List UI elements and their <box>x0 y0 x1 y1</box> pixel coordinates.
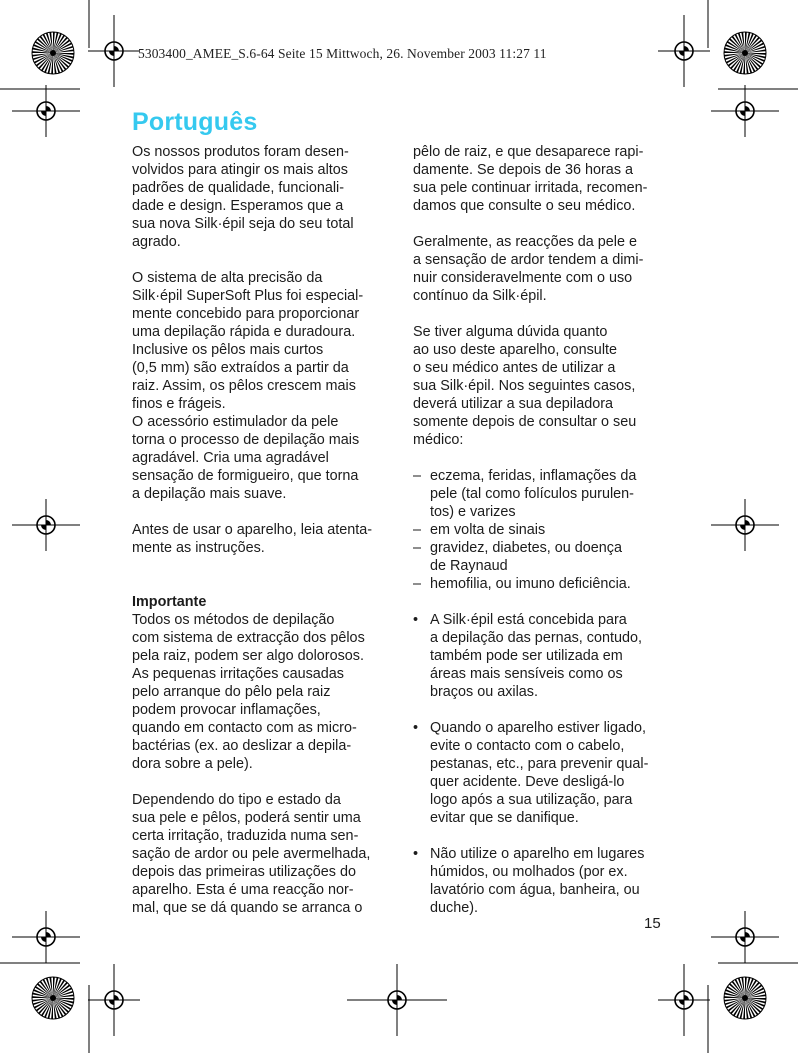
registration-quadrant <box>679 995 689 1005</box>
text-line: (0,5 mm) são extraídos a partir da <box>132 360 349 376</box>
continuation-paragraph <box>413 143 665 215</box>
print-slug-line: 5303400_AMEE_S.6-64 Seite 15 Mittwoch, 26. November 2003 11:27 11 <box>138 46 547 61</box>
text-line: finos e frágeis. <box>132 396 226 412</box>
registration-quadrant <box>41 106 51 116</box>
text-line: torna o processo de depilação mais <box>132 432 360 448</box>
text-line: com sistema de extracção dos pêlos <box>132 630 365 646</box>
text-line: a depilação das pernas, contudo, <box>430 630 643 646</box>
conditions-list <box>413 467 665 593</box>
registration-quadrant <box>109 995 119 1005</box>
text-line: damente. Se depois de 36 horas a <box>413 162 634 178</box>
intro-paragraph <box>132 143 384 251</box>
text-line: agrado. <box>132 234 181 250</box>
list-item <box>413 467 665 521</box>
registration-quadrant <box>392 995 402 1005</box>
text-line: As pequenas irritações causadas <box>132 666 344 682</box>
text-line: pelo arranque do pêlo pela raiz <box>132 684 331 700</box>
dash-marker: – <box>413 522 422 538</box>
safety-bullet-list <box>413 611 665 917</box>
list-item <box>413 611 665 701</box>
text-line: ao uso deste aparelho, consulte <box>413 342 618 358</box>
doubt-paragraph <box>413 323 665 449</box>
text-line: a sensação de ardor tendem a dimi- <box>413 252 644 268</box>
text-line: agradável. Cria uma agradável <box>132 450 329 466</box>
text-line: certa irritação, traduzida numa sen- <box>132 828 359 844</box>
text-line: lavatório com água, banheira, ou <box>430 882 640 898</box>
text-line: mente concebido para proporcionar <box>132 306 360 322</box>
skin-paragraph <box>132 791 384 917</box>
system-paragraph <box>132 269 384 503</box>
star-target-center <box>50 50 56 56</box>
text-line: pestanas, etc., para prevenir qual- <box>430 756 649 772</box>
registration-quadrant <box>109 46 119 56</box>
text-line: damos que consulte o seu médico. <box>413 198 636 214</box>
text-line: Não utilize o aparelho em lugares <box>430 846 645 862</box>
text-line: húmidos, ou molhados (por ex. <box>430 864 628 880</box>
bullet-marker: • <box>413 720 419 736</box>
list-item <box>413 575 665 593</box>
text-line: tos) e varizes <box>430 504 516 520</box>
text-line: Geralmente, as reacções da pele e <box>413 234 637 250</box>
text-line: a depilação mais suave. <box>132 486 287 502</box>
text-line: gravidez, diabetes, ou doença <box>430 540 623 556</box>
text-line: contínuo da Silk·épil. <box>413 288 547 304</box>
text-line: quando em contacto com as micro- <box>132 720 357 736</box>
list-item <box>413 539 665 575</box>
text-line: sação de ardor ou pele avermelhada, <box>132 846 371 862</box>
text-line: O sistema de alta precisão da <box>132 270 323 286</box>
text-line: eczema, feridas, inflamações da <box>430 468 637 484</box>
registration-quadrant <box>679 46 689 56</box>
text-line: deverá utilizar a sua depiladora <box>413 396 613 412</box>
text-line: evite o contacto com o cabelo, <box>430 738 625 754</box>
text-line: mente as instruções. <box>132 540 265 556</box>
text-line: raiz. Assim, os pêlos crescem mais <box>132 378 356 394</box>
list-item <box>413 845 665 917</box>
text-line: Antes de usar o aparelho, leia atenta- <box>132 522 373 538</box>
page-title: Português <box>132 108 258 136</box>
text-line: bactérias (ex. ao deslizar a depila- <box>132 738 352 754</box>
registration-quadrant <box>740 106 750 116</box>
registration-quadrant <box>740 932 750 942</box>
important-heading: Importante <box>132 594 207 610</box>
dash-marker: – <box>413 576 422 592</box>
text-line: Quando o aparelho estiver ligado, <box>430 720 647 736</box>
left-column <box>132 143 384 917</box>
text-line: A Silk·épil está concebida para <box>430 612 627 628</box>
text-line: sua pele e pêlos, poderá sentir uma <box>132 810 361 826</box>
text-line: depois das primeiras utilizações do <box>132 864 356 880</box>
text-line: Todos os métodos de depilação <box>132 612 335 628</box>
text-line: também pode ser utilizada em <box>430 648 623 664</box>
text-line: hemofilia, ou imuno deficiência. <box>430 576 631 592</box>
text-line: aparelho. Esta é uma reacção nor- <box>132 882 354 898</box>
registration-quadrant <box>41 520 51 530</box>
text-line: pele (tal como folículos purulen- <box>430 486 634 502</box>
text-line: braços ou axilas. <box>430 684 538 700</box>
text-line: padrões de qualidade, funcionali- <box>132 180 345 196</box>
text-line: em volta de sinais <box>430 522 546 538</box>
text-line: nuir consideravelmente com o uso <box>413 270 633 286</box>
dash-marker: – <box>413 468 422 484</box>
text-line: Se tiver alguma dúvida quanto <box>413 324 608 340</box>
text-line: pela raiz, podem ser algo dolorosos. <box>132 648 364 664</box>
text-line: mal, que se dá quando se arranca o <box>132 900 363 916</box>
text-line: evitar que se danifique. <box>430 810 579 826</box>
right-column <box>413 143 665 935</box>
text-line: o seu médico antes de utilizar a <box>413 360 616 376</box>
bullet-marker: • <box>413 612 419 628</box>
page-number: 15 <box>644 915 661 932</box>
text-line: dade e design. Esperamos que a <box>132 198 344 214</box>
bullet-marker: • <box>413 846 419 862</box>
star-target-center <box>742 50 748 56</box>
text-line: Inclusive os pêlos mais curtos <box>132 342 324 358</box>
list-item <box>413 521 665 539</box>
text-line: podem provocar inflamações, <box>132 702 321 718</box>
text-line: duche). <box>430 900 478 916</box>
star-target-center <box>50 995 56 1001</box>
text-line: pêlo de raiz, e que desaparece rapi- <box>413 144 644 160</box>
text-line: Silk·épil SuperSoft Plus foi especial- <box>132 288 364 304</box>
text-line: de Raynaud <box>430 558 508 574</box>
dash-marker: – <box>413 540 422 556</box>
text-line: somente depois de consultar o seu <box>413 414 637 430</box>
text-line: áreas mais sensíveis como os <box>430 666 623 682</box>
registration-quadrant <box>41 932 51 942</box>
generally-paragraph <box>413 233 665 305</box>
text-line: sua pele continuar irritada, recomen- <box>413 180 648 196</box>
text-line: médico: <box>413 432 464 448</box>
text-line: sensação de formigueiro, que torna <box>132 468 359 484</box>
read-instructions-paragraph <box>132 521 384 557</box>
text-line: volvidos para atingir os mais altos <box>132 162 348 178</box>
text-line: dora sobre a pele). <box>132 756 253 772</box>
list-item <box>413 719 665 827</box>
registration-quadrant <box>740 520 750 530</box>
text-line: uma depilação rápida e duradoura. <box>132 324 356 340</box>
text-line: sua nova Silk·épil seja do seu total <box>132 216 354 232</box>
text-line: O acessório estimulador da pele <box>132 414 339 430</box>
star-target-center <box>742 995 748 1001</box>
text-line: quer acidente. Deve desligá-lo <box>430 774 625 790</box>
text-line: Os nossos produtos foram desen- <box>132 144 349 160</box>
important-paragraph <box>132 611 384 773</box>
text-line: Dependendo do tipo e estado da <box>132 792 341 808</box>
text-line: logo após a sua utilização, para <box>430 792 633 808</box>
text-line: sua Silk·épil. Nos seguintes casos, <box>413 378 636 394</box>
